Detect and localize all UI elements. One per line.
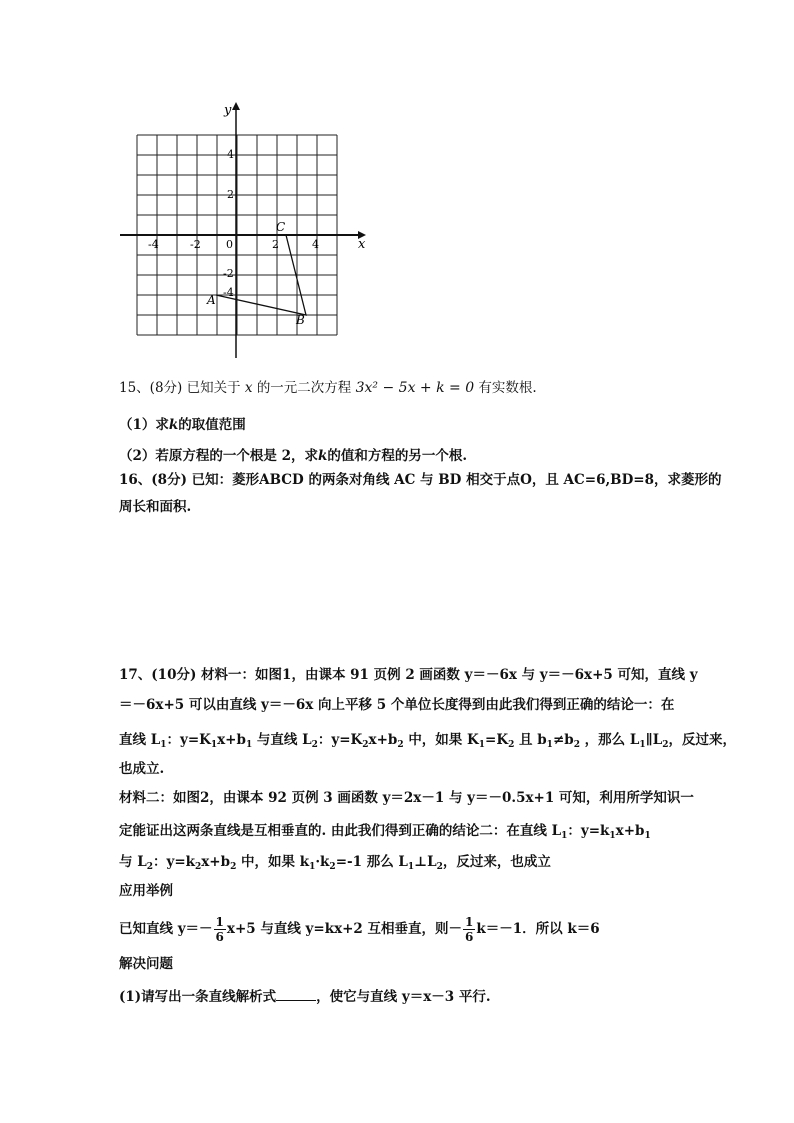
q17-l7d: 中，如果 k <box>241 854 310 870</box>
q15-p1-text: （1）求 <box>119 417 169 433</box>
q17-line5: 材料二：如图2，由课本 92 页例 3 画函数 y＝2x－1 与 y＝－0.5x+1 可知，利用所学知识一 <box>119 790 694 806</box>
q17-line9 <box>119 915 600 944</box>
frac-num-b: 1 <box>465 915 474 929</box>
q17-l3e: ：y=K <box>317 732 363 748</box>
q17-l11b: ，使它与直线 y＝x－3 平行. <box>316 989 491 1005</box>
answer-blank[interactable] <box>276 988 316 1001</box>
q15-p2-b: 的值和方程的另一个根. <box>327 448 468 464</box>
q17-l3l: ∥L <box>645 732 663 748</box>
tick-y-neg2: -2 <box>223 267 234 280</box>
fraction-1-6-a <box>214 915 226 944</box>
q15-middle: 的一元二次方程 <box>256 380 352 396</box>
tick-y-4: 4 <box>227 148 234 161</box>
q15-p2-var: k <box>318 448 328 464</box>
q17-l3m: ，反过来， <box>668 732 737 748</box>
x-axis-label: x <box>358 237 366 252</box>
q17-line6: 定能证出这两条直线是互相垂直的. 由此我们得到正确的结论二：在直线 $L_1$：$y=k_1x+b_1$ <box>119 823 651 841</box>
y-axis-arrow <box>232 102 240 110</box>
q15-prefix: 15、(8分) 已知关于 <box>119 380 241 396</box>
q17-l9a: 已知直线 y＝－ <box>119 921 213 937</box>
q15-part2 <box>119 447 467 465</box>
tick-x-4: 4 <box>312 238 319 251</box>
tick-x-neg4: -4 <box>148 238 159 251</box>
q17-l6b: ：y=k <box>567 823 610 839</box>
q16-line2: 周长和面积. <box>119 499 192 515</box>
q15-equation: 3x² − 5x + k = 0 <box>355 380 475 396</box>
q17-l3g: 中，如果 K <box>408 732 479 748</box>
tick-y-2: 2 <box>227 188 234 201</box>
q17-l6a: 定能证出这两条直线是互相垂直的. 由此我们得到正确的结论二：在直线 L <box>119 823 562 839</box>
q17-l7h: ，反过来，也成立 <box>442 854 551 870</box>
q17-line7: 与 $L_2$：$y=k_2x+b_2$ 中，如果 $k_1\cdot k_2=-1$ 那么 $L_1\perp L_2$，反过来，也成立 <box>119 854 551 872</box>
coordinate-grid-figure <box>110 98 370 363</box>
tick-x-neg2: -2 <box>190 238 201 251</box>
q17-line2: ＝－6x+5 可以由直线 y＝－6x 向上平移 5 个单位长度得到由此我们得到正确的结论一：在 <box>119 697 675 713</box>
q17-l3k: ，那么 L <box>584 732 640 748</box>
q17-line1: 17、(10分) 材料一：如图1，由课本 91 页例 2 画函数 y＝－6x 与 y＝－6x+5 可知，直线 y <box>119 667 698 683</box>
tick-y-neg4: -4 <box>223 286 234 299</box>
q17-l3c: x+b <box>217 732 246 748</box>
q17-l3j: ≠b <box>552 732 574 748</box>
q17-line10: 解决问题 <box>119 956 173 972</box>
frac-den-a: 6 <box>215 930 224 944</box>
frac-num-a: 1 <box>215 915 224 929</box>
q15-var: x <box>244 380 253 396</box>
fraction-1-6-b <box>463 915 475 944</box>
frac-den-b: 6 <box>465 930 474 944</box>
q16-line1: 16、(8分) 已知：菱形ABCD 的两条对角线 AC 与 BD 相交于点O，且 AC=6,BD=8，求菱形的 <box>119 472 722 488</box>
q17-line8: 应用举例 <box>119 883 173 899</box>
q17-l7f: =-1 那么 L <box>335 854 408 870</box>
tick-x-2: 2 <box>272 238 279 251</box>
q17-l3d: 与直线 L <box>256 732 312 748</box>
y-axis-label: y <box>224 103 232 118</box>
q15-p2-a: （2）若原方程的一个根是 2，求 <box>119 448 318 464</box>
point-c-label: C <box>276 220 286 234</box>
q17-l11a: (1)请写出一条直线解析式 <box>119 989 277 1005</box>
q17-l3f: x+b <box>368 732 398 748</box>
q17-l9b: x+5 与直线 y=kx+2 互相垂直，则－ <box>226 921 463 937</box>
q15-suffix: 有实数根. <box>478 380 537 396</box>
q17-line3: 直线 $L_1$：$y=K_1x+b_1$ 与直线 $L_2$：$y=K_2x+b_2$ 中，如果 $K_1=K_2$ 且 $b_1\ne b_2$ ，那么 $L_1\parallel L_2$，反过来， <box>119 732 737 750</box>
q17-line4: 也成立. <box>119 761 165 777</box>
q17-l9c: k＝－1．所以 k＝6 <box>476 921 600 937</box>
q17-line11 <box>119 988 491 1006</box>
q17-l3i: 且 b <box>519 732 547 748</box>
q17-l3b: ：y=K <box>166 732 211 748</box>
q17-l7a: 与 L <box>119 854 147 870</box>
q17-l3a: 直线 L <box>119 732 161 748</box>
point-b-label: B <box>296 313 305 327</box>
q17-l7b: ：y=k <box>152 854 195 870</box>
q15-p1-end: 的取值范围 <box>178 417 246 433</box>
q17-l7c: x+b <box>201 854 231 870</box>
q15-part1 <box>119 416 246 434</box>
q15-p1-var: k <box>168 417 179 433</box>
q17-l6c: x+b <box>615 823 645 839</box>
point-a-label: A <box>207 293 216 307</box>
q17-l3h: =K <box>485 732 509 748</box>
tick-origin: 0 <box>226 238 233 251</box>
q17-l7g: ⊥L <box>414 854 437 870</box>
q15-line <box>119 379 537 397</box>
q17-l7e: ·k <box>315 854 330 870</box>
